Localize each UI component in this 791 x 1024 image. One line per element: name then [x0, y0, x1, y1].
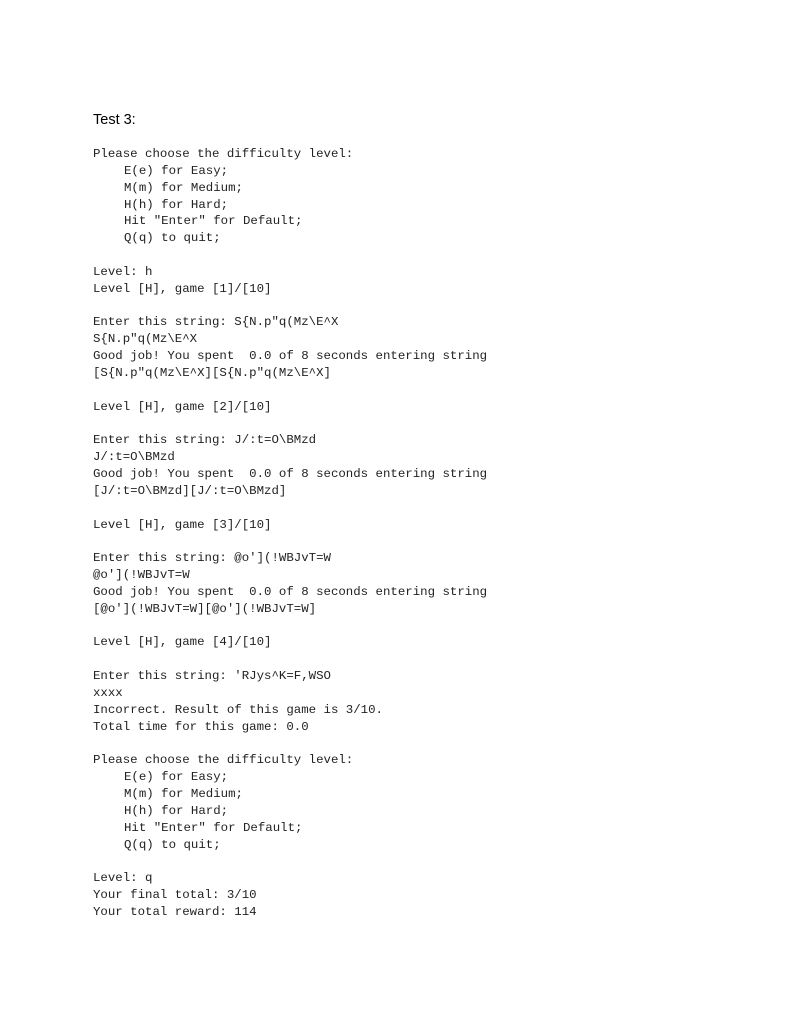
- console-line: Level [H], game [2]/[10]: [93, 399, 272, 414]
- console-line: M(m) for Medium;: [124, 787, 243, 802]
- console-line: Good job! You spent 0.0 of 8 seconds entering string: [93, 467, 488, 482]
- console-line: Level: q: [93, 871, 153, 886]
- console-line: Total time for this game: 0.0: [93, 719, 309, 734]
- blank-line: [93, 853, 773, 870]
- console-line: E(e) for Easy;: [124, 770, 229, 785]
- console-line: Enter this string: @o'](!WBJvT=W: [93, 551, 331, 566]
- console-line: Hit "Enter" for Default;: [124, 214, 303, 229]
- console-line: Good job! You spent 0.0 of 8 seconds entering string: [93, 584, 488, 599]
- console-line: Please choose the difficulty level:: [93, 753, 354, 768]
- console-line: @o'](!WBJvT=W: [93, 568, 190, 583]
- console-line: Enter this string: S{N.p"q(Mz\E^X: [93, 315, 339, 330]
- console-line: Your total reward: 114: [93, 904, 257, 919]
- blank-line: [93, 382, 773, 399]
- console-line: Your final total: 3/10: [93, 888, 257, 903]
- blank-line: [93, 736, 773, 753]
- blank-line: [93, 618, 773, 635]
- console-line: H(h) for Hard;: [124, 197, 229, 212]
- console-line: H(h) for Hard;: [124, 803, 229, 818]
- console-line: M(m) for Medium;: [124, 180, 243, 195]
- console-line: Enter this string: 'RJys^K=F,WSO: [93, 669, 331, 684]
- console-line: Good job! You spent 0.0 of 8 seconds entering string: [93, 349, 488, 364]
- console-line: J/:t=O\BMzd: [93, 450, 175, 465]
- console-line: Level: h: [93, 264, 153, 279]
- console-line: [S{N.p"q(Mz\E^X][S{N.p"q(Mz\E^X]: [93, 365, 331, 380]
- blank-line: [93, 416, 773, 433]
- console-line: [J/:t=O\BMzd][J/:t=O\BMzd]: [93, 483, 287, 498]
- console-line: Incorrect. Result of this game is 3/10.: [93, 702, 383, 717]
- console-line: E(e) for Easy;: [124, 163, 229, 178]
- console-line: [@o'](!WBJvT=W][@o'](!WBJvT=W]: [93, 601, 317, 616]
- console-output: [93, 146, 773, 921]
- console-line: S{N.p"q(Mz\E^X: [93, 332, 198, 347]
- console-line: Please choose the difficulty level:: [93, 147, 354, 161]
- console-line: Enter this string: J/:t=O\BMzd: [93, 433, 317, 448]
- console-line: Level [H], game [1]/[10]: [93, 281, 272, 296]
- blank-line: [93, 500, 773, 517]
- console-line: Level [H], game [3]/[10]: [93, 517, 272, 532]
- console-line: xxxx: [93, 686, 123, 700]
- console-line: Level [H], game [4]/[10]: [93, 635, 272, 650]
- blank-line: [93, 533, 773, 550]
- console-line: Q(q) to quit;: [124, 231, 221, 246]
- console-line: Hit "Enter" for Default;: [124, 820, 303, 835]
- blank-line: [93, 298, 773, 315]
- test-heading: Test 3:: [93, 112, 136, 128]
- console-line: Q(q) to quit;: [124, 837, 221, 852]
- blank-line: [93, 247, 773, 264]
- blank-line: [93, 651, 773, 668]
